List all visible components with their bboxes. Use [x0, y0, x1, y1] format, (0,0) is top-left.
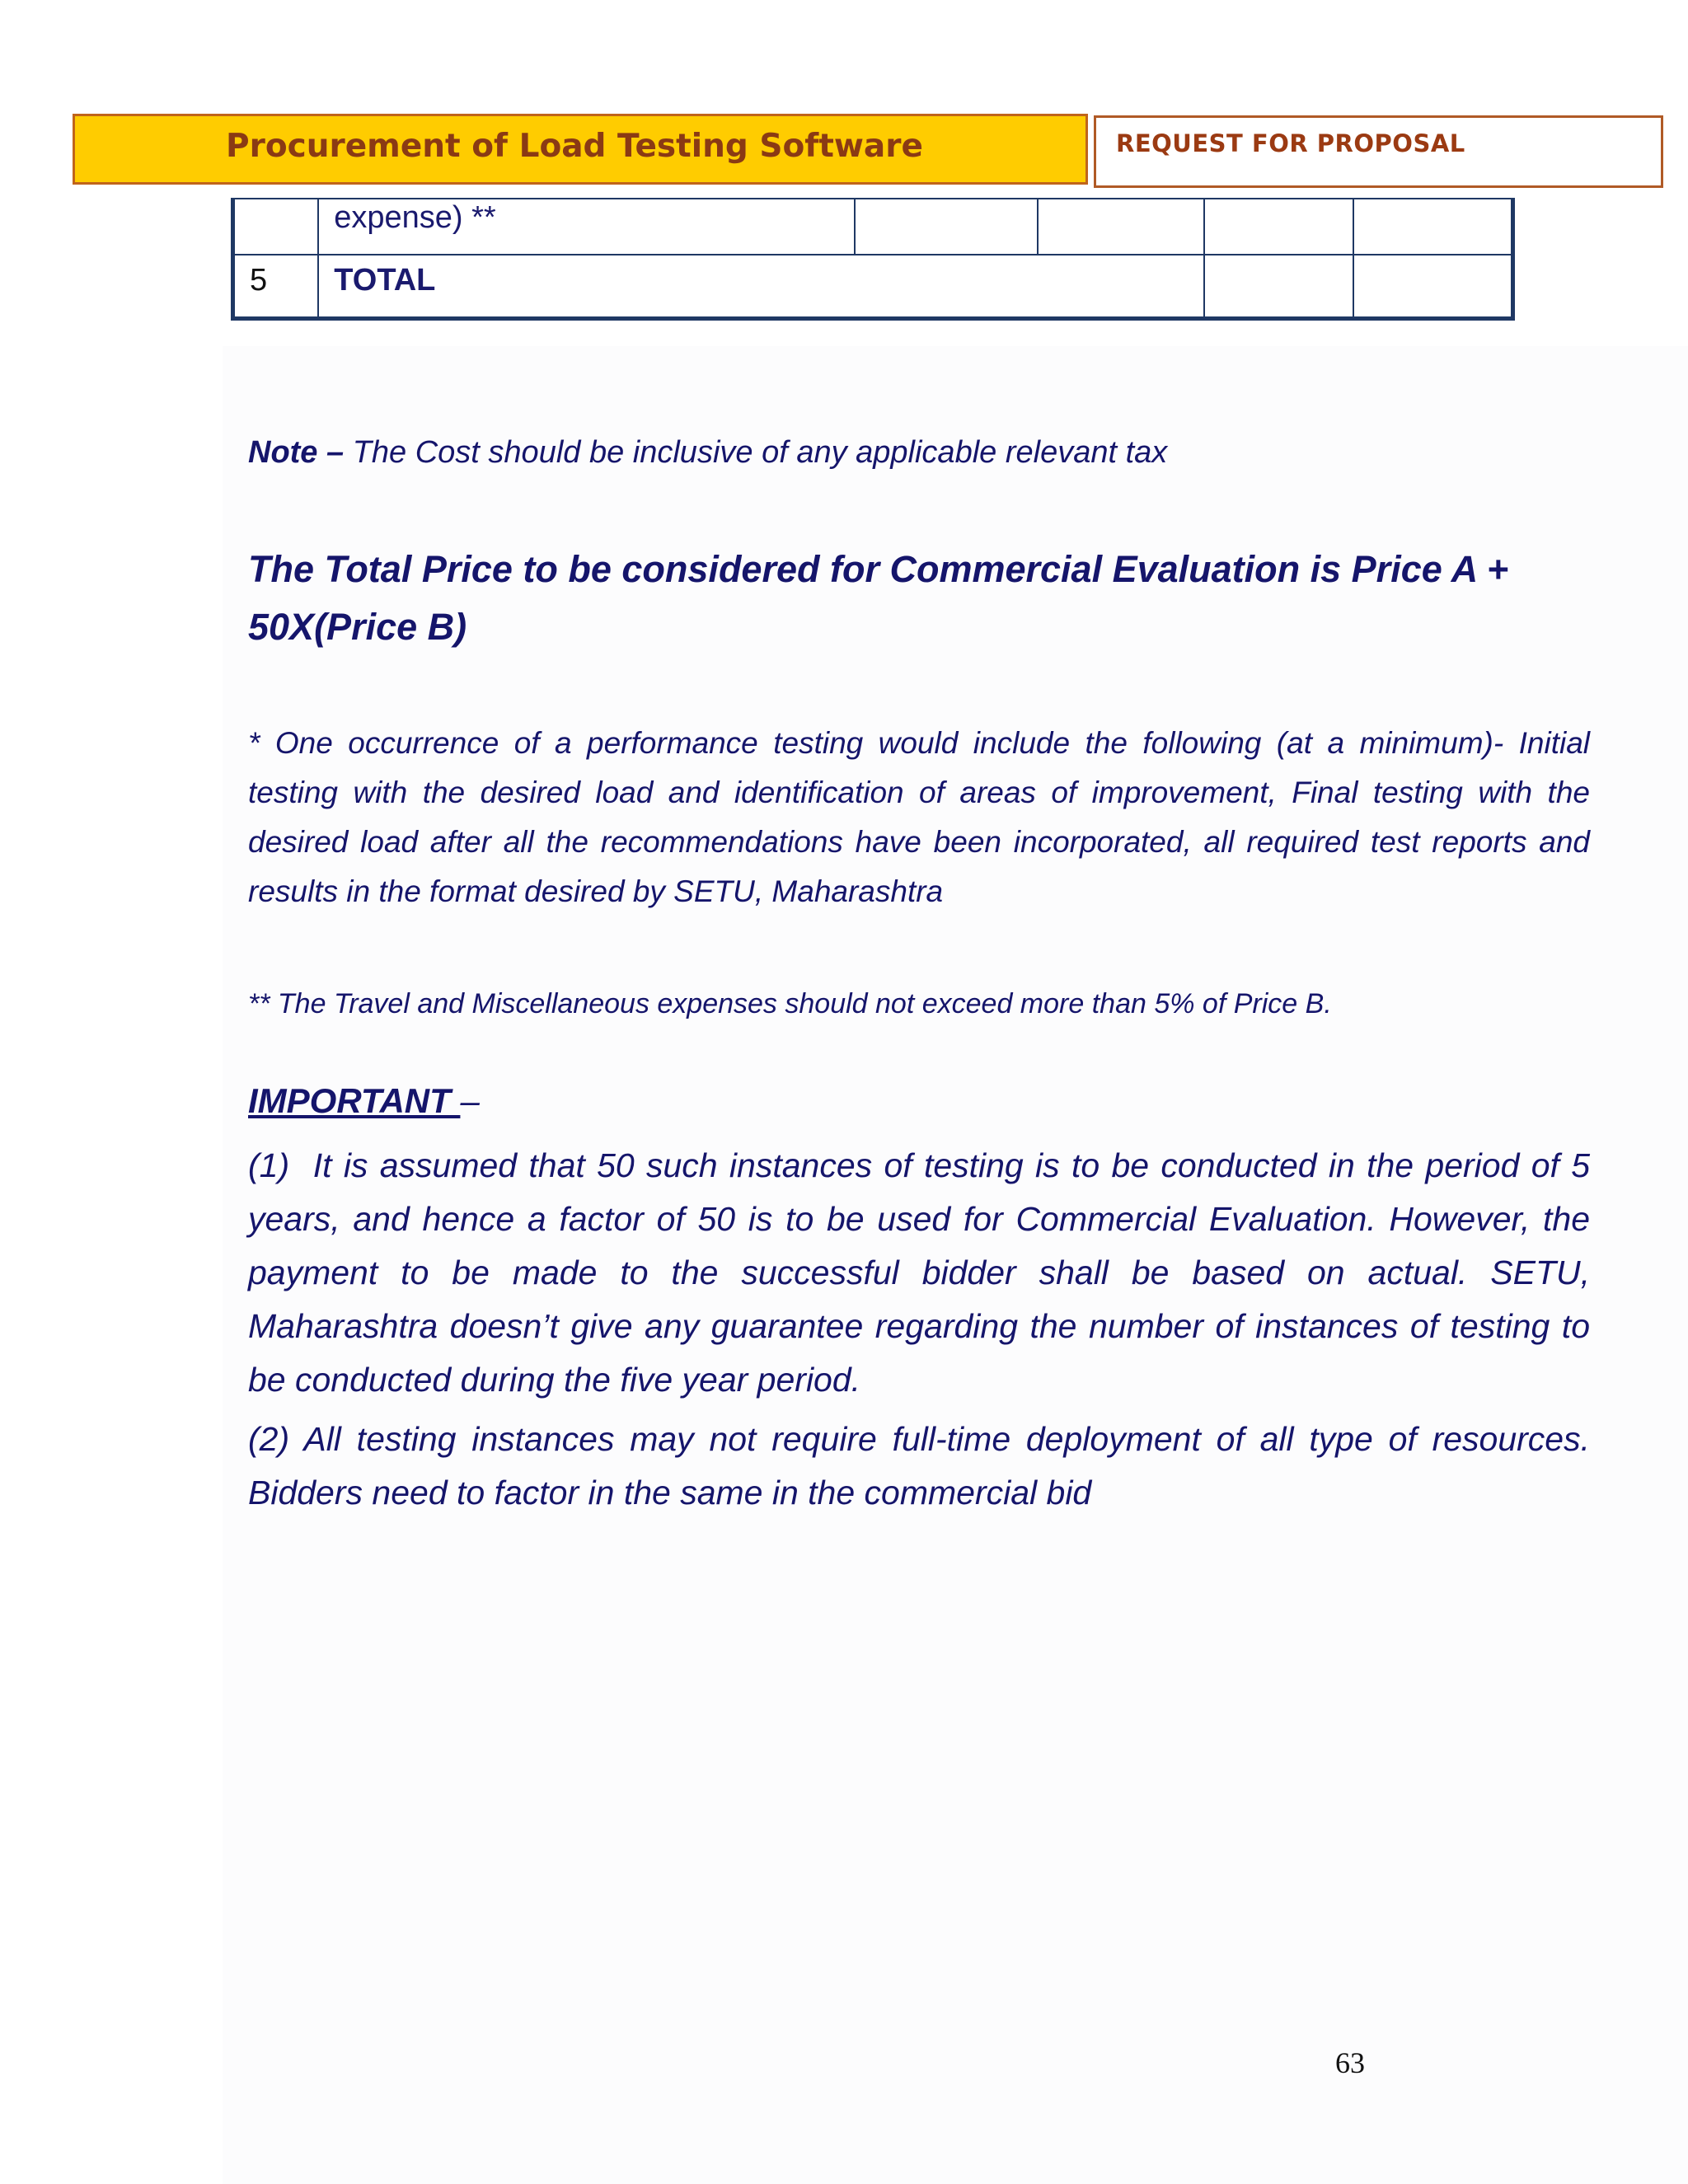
document-title: Procurement of Load Testing Software — [226, 128, 923, 165]
important-item-1: (1) It is assumed that 50 such instances of testing is to be conducted in the period of 5 years, and hence a factor of 50 is to be used for Commercial Evaluation. However, the payment to be made to the successful bidder shall be based on actual. SETU, Maharashtra doesn’t give any guarantee regarding the number of instances of testing to be conducted during the five year period. — [248, 1146, 1590, 1399]
table-cell — [1353, 199, 1512, 255]
table-cell-number: 5 — [233, 255, 319, 319]
total-price-statement: The Total Price to be considered for Commercial Evaluation is Price A + 50X(Price B) — [248, 548, 1509, 648]
footnote-performance-testing: * One occurrence of a performance testing would include the following (at a minimum)- Initial testing with the desired load and identification of areas of improvement, Final testing with the desired load after all the recommendations have been incorporated, all required test reports and results in the format desired by SETU, Maharashtra — [248, 726, 1590, 908]
footnote-travel-expenses: ** The Travel and Miscellaneous expenses should not exceed more than 5% of Price B. — [248, 988, 1332, 1019]
table-cell — [1038, 199, 1204, 255]
important-label: IMPORTANT — [248, 1081, 461, 1120]
page-number: 63 — [1335, 2046, 1365, 2079]
table-cell — [1353, 255, 1512, 319]
table-row-total — [233, 255, 1513, 319]
important-heading — [248, 1081, 480, 1121]
table-cell — [1204, 255, 1353, 319]
table-cell-description: expense) ** — [318, 199, 855, 255]
table-row — [233, 199, 1513, 255]
header-tag-box — [1094, 115, 1663, 188]
table-cell-number — [233, 199, 319, 255]
note-text: The Cost should be inclusive of any applicable relevant tax — [344, 435, 1168, 470]
important-item-2: (2) All testing instances may not require full-time deployment of all type of resources. Bidders need to factor in the same in the commercial bid — [248, 1420, 1590, 1511]
note-label: Note – — [248, 435, 345, 470]
table-cell-total-label: TOTAL — [318, 255, 1204, 319]
document-type-label: REQUEST FOR PROPOSAL — [1116, 129, 1465, 157]
table-cell — [1204, 199, 1353, 255]
table-cell — [855, 199, 1037, 255]
note-line — [248, 435, 1167, 471]
header-title-box — [73, 114, 1088, 185]
cost-table — [231, 198, 1515, 321]
important-dash: – — [460, 1081, 480, 1120]
